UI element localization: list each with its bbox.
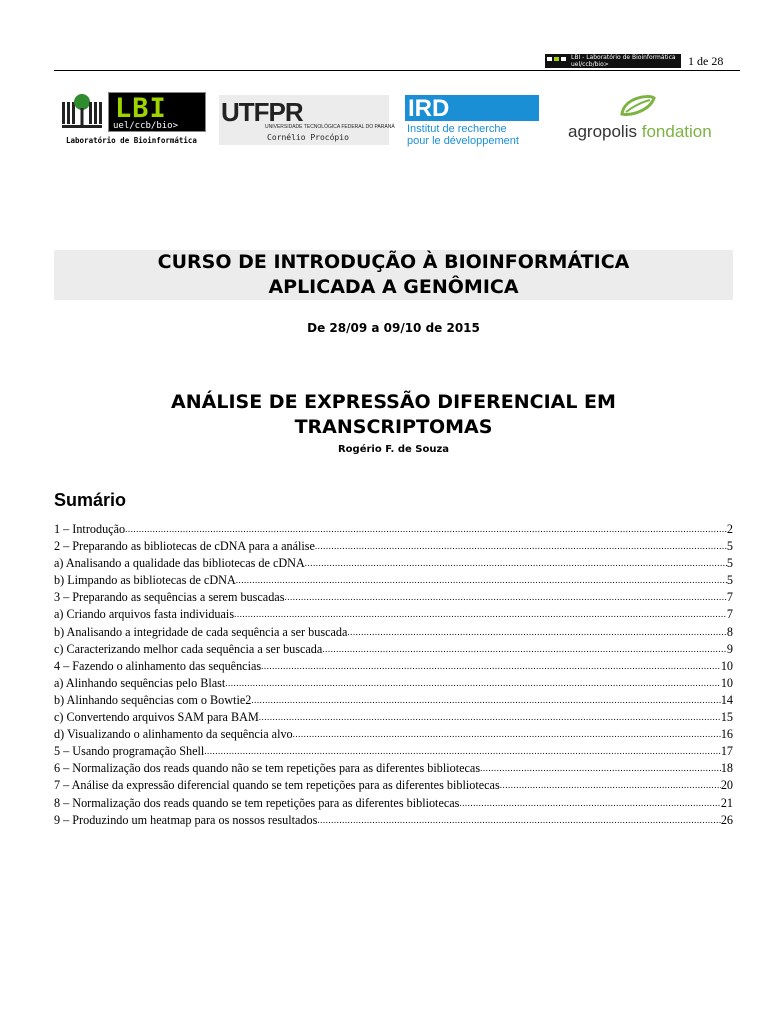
- toc-entry-label: 8 – Normalização dos reads quando se tem repetições para as diferentes bibliotecas: [54, 795, 460, 810]
- header-badge-line2: uel/ccb/bio>: [571, 61, 609, 68]
- lbi-path: uel/ccb/bio>: [113, 121, 179, 131]
- agropolis-logo: [566, 92, 726, 144]
- toc-entry[interactable]: [54, 624, 733, 641]
- lbi-mark: LBI: [115, 93, 167, 124]
- toc-entry-leader: [500, 777, 721, 794]
- toc-entry-page: 10: [720, 675, 733, 690]
- header-badge-line1: LBI - Laboratório de Bioinformática: [571, 54, 676, 61]
- agropolis-word: agropolis: [568, 122, 637, 141]
- toc-entry[interactable]: [54, 572, 733, 589]
- toc-entry[interactable]: [54, 589, 733, 606]
- toc-entry[interactable]: [54, 726, 733, 743]
- toc-entry-page: 5: [726, 539, 733, 554]
- toc-entry-label: 6 – Normalização dos reads quando não se tem repetições para as diferentes bibliotecas: [54, 761, 481, 776]
- toc-entry-page: 5: [726, 573, 733, 588]
- toc-entry-leader: [259, 709, 721, 726]
- course-title-line2: APLICADA A GENÔMICA: [268, 276, 519, 298]
- toc-entry[interactable]: [54, 606, 733, 623]
- document-subtitle: [54, 390, 733, 440]
- toc-entry[interactable]: [54, 812, 733, 829]
- toc-entry-label: 7 – Análise da expressão diferencial quando se tem repetições para as diferentes bibliotecas: [54, 778, 500, 793]
- course-title: [54, 250, 733, 300]
- toc-entry-page: 15: [720, 710, 733, 725]
- toc-entry-page: 26: [720, 812, 733, 827]
- toc-entry-page: 10: [720, 658, 733, 673]
- table-of-contents: [54, 521, 733, 829]
- toc-entry[interactable]: [54, 641, 733, 658]
- toc-entry-leader: [322, 641, 727, 658]
- agropolis-text: [568, 122, 712, 142]
- toc-entry[interactable]: [54, 555, 733, 572]
- page-indicator: 1 de 28: [688, 54, 724, 68]
- toc-entry-page: 7: [726, 607, 733, 622]
- header-badge: [545, 54, 681, 68]
- toc-entry-page: 2: [726, 522, 733, 536]
- toc-entry-label: a) Analisando a qualidade das bibliotecas de cDNA: [54, 556, 305, 571]
- toc-entry-page: 17: [720, 744, 733, 759]
- toc-entry-leader: [284, 589, 726, 606]
- subtitle-line2: TRANSCRIPTOMAS: [294, 416, 493, 438]
- toc-entry[interactable]: [54, 675, 733, 692]
- lbi-mini-logo: [547, 56, 567, 66]
- toc-entry[interactable]: [54, 795, 733, 812]
- fondation-word: fondation: [641, 122, 712, 141]
- toc-entry-label: c) Convertendo arquivos SAM para BAM: [54, 710, 259, 725]
- toc-entry-page: 14: [720, 692, 733, 707]
- toc-entry-label: 2 – Preparando as bibliotecas de cDNA para a análise: [54, 539, 315, 554]
- toc-entry-label: b) Analisando a integridade de cada sequência a ser buscada: [54, 624, 348, 639]
- ird-logo: [405, 95, 541, 147]
- utfpr-campus: Cornélio Procópio: [267, 133, 349, 142]
- toc-entry-label: 3 – Preparando as sequências a serem buscadas: [54, 590, 285, 605]
- toc-entry-page: 8: [726, 624, 733, 639]
- toc-entry-page: 7: [726, 590, 733, 605]
- toc-entry-leader: [234, 606, 727, 623]
- toc-entry-label: a) Criando arquivos fasta individuais: [54, 607, 235, 622]
- author-name: Rogério F. de Souza: [337, 444, 450, 455]
- toc-entry-leader: [204, 743, 721, 760]
- toc-entry-label: c) Caracterizando melhor cada sequência a ser buscada: [54, 641, 323, 656]
- toc-entry-leader: [293, 726, 721, 743]
- toc-entry-leader: [480, 760, 721, 777]
- toc-entry-leader: [459, 795, 720, 812]
- toc-entry[interactable]: [54, 760, 733, 777]
- ird-line2: pour le développement: [407, 135, 519, 147]
- toc-entry-label: 5 – Usando programação Shell: [54, 744, 205, 759]
- toc-entry[interactable]: [54, 521, 733, 538]
- toc-entry[interactable]: [54, 538, 733, 555]
- toc-entry-label: 1 – Introdução: [54, 522, 126, 536]
- toc-entry[interactable]: [54, 743, 733, 760]
- lbi-caption: Laboratório de Bioinformática: [66, 136, 197, 145]
- toc-entry-leader: [236, 572, 727, 589]
- toc-entry-leader: [261, 658, 721, 675]
- toc-entry-leader: [315, 538, 727, 555]
- toc-entry-label: d) Visualizando o alinhamento da sequência alvo: [54, 727, 293, 742]
- toc-entry-label: 4 – Fazendo o alinhamento das sequências: [54, 658, 262, 673]
- utfpr-subtitle: UNIVERSIDADE TECNOLÓGICA FEDERAL DO PARANÁ: [265, 124, 395, 130]
- toc-entry[interactable]: [54, 692, 733, 709]
- toc-entry-leader: [347, 624, 727, 641]
- toc-heading: Sumário: [54, 490, 127, 510]
- utfpr-mark: UTFPR: [221, 97, 303, 127]
- ird-mark: IRD: [408, 95, 450, 122]
- header-rule: [54, 70, 740, 71]
- subtitle-line1: ANÁLISE DE EXPRESSÃO DIFERENCIAL EM: [171, 391, 616, 413]
- toc-entry[interactable]: [54, 658, 733, 675]
- course-title-line1: CURSO DE INTRODUÇÃO À BIOINFORMÁTICA: [157, 251, 630, 273]
- toc-entry-leader: [251, 692, 720, 709]
- toc-entry-leader: [305, 555, 727, 572]
- ird-line1: Institut de recherche: [407, 123, 507, 135]
- uel-emblem-icon: [60, 92, 104, 132]
- toc-entry-page: 9: [726, 641, 733, 656]
- toc-entry[interactable]: [54, 777, 733, 794]
- toc-entry[interactable]: [54, 709, 733, 726]
- toc-entry-label: b) Limpando as bibliotecas de cDNA: [54, 573, 236, 588]
- toc-entry-leader: [125, 521, 727, 538]
- toc-entry-label: a) Alinhando sequências pelo Blast: [54, 675, 226, 690]
- course-dates: De 28/09 a 09/10 de 2015: [307, 321, 480, 335]
- lbi-logo: [60, 90, 210, 150]
- toc-entry-leader: [225, 675, 721, 692]
- toc-entry-page: 18: [720, 761, 733, 776]
- toc-entry-label: 9 – Produzindo um heatmap para os nossos resultados: [54, 812, 318, 827]
- toc-entry-page: 20: [720, 778, 733, 793]
- toc-entry-page: 5: [726, 556, 733, 571]
- toc-entry-label: b) Alinhando sequências com o Bowtie2: [54, 692, 252, 707]
- utfpr-logo: [219, 95, 395, 145]
- toc-entry-page: 16: [720, 727, 733, 742]
- toc-entry-leader: [317, 812, 720, 829]
- toc-entry-page: 21: [720, 795, 733, 810]
- lbi-logo-box: [108, 92, 206, 132]
- leaf-icon: [618, 92, 658, 118]
